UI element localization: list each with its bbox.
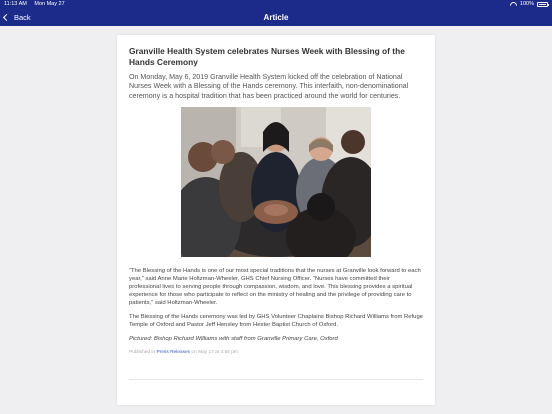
- photo-caption: Pictured: Bishop Richard Williams with staff from Granville Primary Care, Oxford: [129, 336, 338, 342]
- photo-illustration: [181, 107, 371, 257]
- status-left: [4, 0, 71, 9]
- article-paragraph: The Blessing of the Hands ceremony was led by GHS Volunteer Chaplains Bishop Richard Williams from Refuge Temple of Oxford and Pastor Jeff Hensley from Hester Baptist Church of Oxford.: [129, 314, 424, 328]
- status-time: 11:13 AM: [4, 1, 27, 7]
- article-card: [117, 35, 435, 405]
- status-bar: [0, 0, 552, 9]
- article-photo: [181, 107, 371, 257]
- back-label: Back: [14, 13, 31, 22]
- publish-meta: [129, 349, 423, 357]
- meta-suffix: on May 17 at 4:58 pm.: [190, 350, 240, 355]
- status-date: Mon May 27: [34, 1, 65, 7]
- press-releases-link[interactable]: Press Releases: [156, 350, 191, 355]
- status-right: [510, 0, 548, 9]
- nav-title: Article: [263, 13, 289, 22]
- divider: [129, 379, 423, 380]
- meta-prefix: Published in: [129, 350, 157, 355]
- article-headline: Granville Health System celebrates Nurses Week with Blessing of the Hands Ceremony: [129, 46, 405, 67]
- article-paragraph: “The Blessing of the Hands is one of our most special traditions that the nurses at Granville look forward to each year,” said Anne Marie Holtzman-Wheeler, GHS Chief Nursing Officer. “Nurses have committed their professional lives to serving people through compassion, wisdom, and love. This blessing provides a spiritual experience for those who participate to reflect on the ministry of healing and the privilege of providing care to patients,” said Holtzman-Wheeler.: [129, 268, 421, 306]
- wifi-icon: [510, 2, 517, 7]
- navigation-bar: [0, 9, 552, 26]
- battery-percent: 100%: [519, 1, 534, 7]
- article-header: [129, 46, 423, 101]
- article-body: [129, 267, 423, 363]
- battery-icon: [537, 2, 548, 7]
- article-lead: On Monday, May 6, 2019 Granville Health System kicked off the celebration of National Nurses Week with a Blessing of the Hands ceremony. This interfaith, non-denominational ceremony is a hospital tradition that has been practiced around the world for centuries.: [129, 73, 409, 100]
